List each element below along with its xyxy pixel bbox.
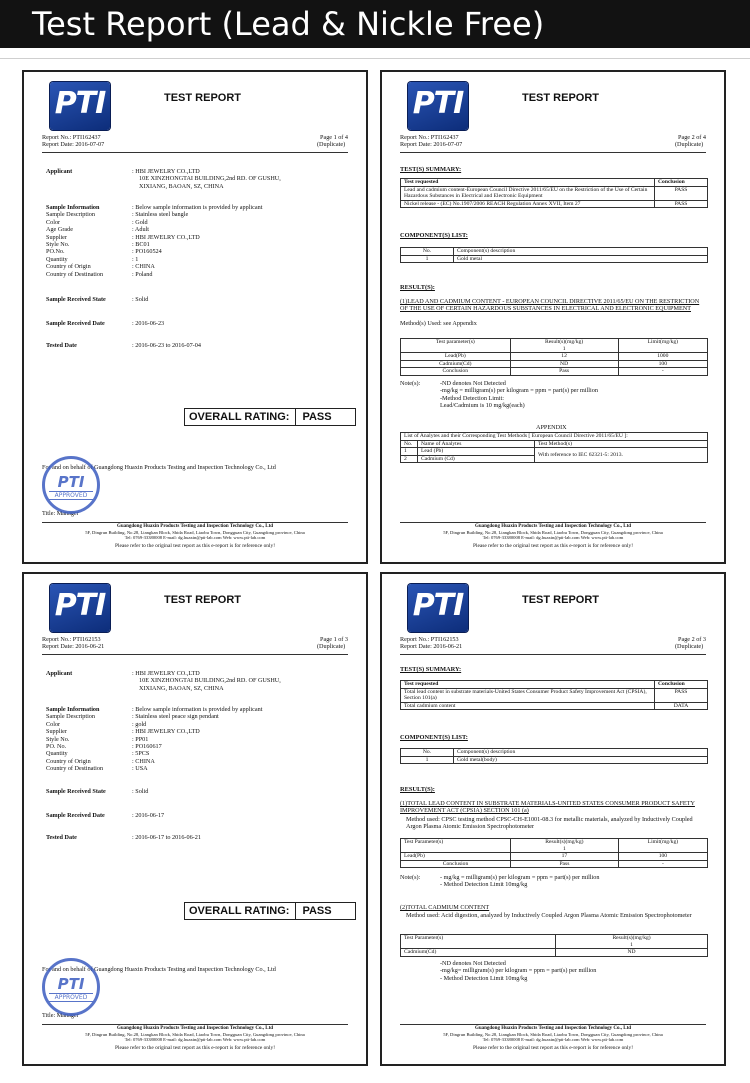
appendix-title: APPENDIX xyxy=(536,424,567,431)
pti-logo: PTI xyxy=(408,82,468,130)
received-date-label: Sample Received Date xyxy=(46,812,105,819)
signoff-text: For and on behalf of Guangdong Huaxin Products Testing and Inspection Technology Co., Ltd xyxy=(42,464,276,471)
page-number: Page 2 of 4 xyxy=(678,134,707,141)
footer: Guangdong Huaxin Products Testing and Inspection Technology Co., Ltd 5F, Dingrun Building, No.28, Liangkan Block, Shida Road, Liaobu Town, Dongguan City, Guangdong province, China Tel: 0769-33380008 E-mail: dg.huaxin@pti-lab.com Web: www.pti-lab.com Please refer to the original test report as this e-report is for reference only! xyxy=(85,524,305,549)
report-number: Report No.: PTI162153 xyxy=(42,636,101,643)
report-title: TEST REPORT xyxy=(164,594,242,606)
footer: Guangdong Huaxin Products Testing and Inspection Technology Co., Ltd 5F, Dingrun Building, No.28, Liangkan Block, Shida Road, Liaobu Town, Dongguan City, Guangdong province, China Tel: 0769-33380008 E-mail: dg.huaxin@pti-lab.com Web: www.pti-lab.com Please refer to the original test report as this e-report is for reference only! xyxy=(85,1026,305,1051)
page-number: Page 1 of 4 xyxy=(320,134,349,141)
notes: -ND denotes Not Detected -mg/kg = milligram(s) per kilogram = ppm = part(s) per million -Method Detection Limit: Lead/Cadmium is 10 mg/kg(each) xyxy=(440,380,598,410)
report-date: Report Date: 2016-07-07 xyxy=(42,141,105,148)
overall-rating: OVERALL RATING: PASS xyxy=(184,902,356,920)
report-page-2 xyxy=(380,70,726,564)
report-page-1 xyxy=(22,70,368,564)
duplicate-label: (Duplicate) xyxy=(675,643,704,650)
footer: Guangdong Huaxin Products Testing and Inspection Technology Co., Ltd 5F, Dingrun Building, No.28, Liangkan Block, Shida Road, Liaobu Town, Dongguan City, Guangdong province, China Tel: 0769-33380008 E-mail: dg.huaxin@pti-lab.com Web: www.pti-lab.com Please refer to the original test report as this e-report is for reference only! xyxy=(443,1026,663,1051)
approved-stamp: PTI APPROVED xyxy=(42,456,100,514)
divider xyxy=(0,58,750,59)
signatory-title: Title: Manager xyxy=(42,1012,79,1019)
received-state-value: : Solid xyxy=(132,788,149,795)
cadmium-method: Method used: Acid digestion, analyzed by Inductively Coupled Argon Plasma Atomic Emission Spectrophotometer xyxy=(406,912,692,919)
tested-date-label: Tested Date xyxy=(46,342,77,349)
overall-rating: OVERALL RATING: PASS xyxy=(184,408,356,426)
report-number: Report No.: PTI162437 xyxy=(42,134,101,141)
banner-title: Test Report (Lead & Nickle Free) xyxy=(32,5,545,43)
notes: - mg/kg = milligram(s) per kilogram = ppm = part(s) per million - Method Detection Limit 10mg/kg xyxy=(440,874,600,889)
signatory-title: Title: Manager xyxy=(42,510,79,517)
pti-logo: PTI xyxy=(408,584,468,632)
report-page-3 xyxy=(22,572,368,1066)
result-method: Method(s) Used: see Appendix xyxy=(400,320,477,327)
received-date-value: : 2016-06-23 xyxy=(132,320,165,327)
report-date: Report Date: 2016-07-07 xyxy=(400,141,463,148)
appendix-table: List of Analytes and their Corresponding Test Methods [ European Council Directive 2011/65/EU ]: No. Name of Analytes Test Method(s) 1 Lead (Pb) With reference to IEC 62321-5: 2013. 2 Cadmium (Cd) xyxy=(400,432,708,463)
component-table: No. Component(s) description 1 Gold metal(body) xyxy=(400,748,708,764)
footer: Guangdong Huaxin Products Testing and Inspection Technology Co., Ltd 5F, Dingrun Building, No.28, Liangkan Block, Shida Road, Liaobu Town, Dongguan City, Guangdong province, China Tel: 0769-33380008 E-mail: dg.huaxin@pti-lab.com Web: www.pti-lab.com Please refer to the original test report as this e-report is for reference only! xyxy=(443,524,663,549)
component-title: COMPONENT(S) LIST: xyxy=(400,232,468,239)
notes-label: Note(s): xyxy=(400,874,421,881)
summary-table: Test requested Conclusion Lead and cadmium content-European Council Directive 2011/65/EU on the Restriction of the Use of Certain Hazardous Substances in Electrical and Electronic Equipment PASS Nickel release - (EC) No.1907/2006 REACH Regulation Annex XVII, Item 27 PASS xyxy=(400,178,708,208)
result-method: Method used: CPSC testing method CPSC-CH-E1001-08.3 for metallic materials, analyzed by Inductively Coupled Argon Plasma Atomic Emission Spectrophotometer xyxy=(406,816,693,831)
received-state-label: Sample Received State xyxy=(46,296,106,303)
approved-stamp: PTI APPROVED xyxy=(42,958,100,1016)
component-title: COMPONENT(S) LIST: xyxy=(400,734,468,741)
report-title: TEST REPORT xyxy=(522,594,600,606)
cadmium-notes: -ND denotes Not Detected -mg/kg= milligram(s) per kilogram = ppm = part(s) per million - Method Detection Limit 10mg/kg xyxy=(440,960,597,982)
banner xyxy=(0,0,750,48)
report-number: Report No.: PTI162437 xyxy=(400,134,459,141)
applicant-value: : HBI JEWELRY CO.,LTD 10E XINZHONGTAI BUILDING,2nd RD. OF GUSHU, XIXIANG, BAOAN, SZ, CHINA xyxy=(132,168,281,190)
results-table: Test Parameter(s) Result(s)(mg/kg) 1 Limit(mg/kg) Lead(Pb) 17 100 Conclusion Pass - xyxy=(400,838,708,868)
received-date-label: Sample Received Date xyxy=(46,320,105,327)
report-page-4 xyxy=(380,572,726,1066)
sample-info-values: : Below sample information is provided by applicant : Stainless steel bangle : Gold : Adult : HBI JEWELRY CO.,LTD : BC01 : PO160524 : 1 : CHINA : Poland xyxy=(132,204,263,278)
cadmium-table: Test Parameter(s) Result(s)(mg/kg) 1 Cadmium(Cd) ND xyxy=(400,934,708,957)
report-date: Report Date: 2016-06-21 xyxy=(400,643,463,650)
result-heading: (1)LEAD AND CADMIUM CONTENT - EUROPEAN COUNCIL DIRECTIVE 2011/65/EU ON THE RESTRICTION OF THE USE OF CERTAIN HAZARDOUS SUBSTANCES IN ELECTRICAL AND ELECTRONIC EQUIPMENT xyxy=(400,298,700,313)
results-title: RESULT(S): xyxy=(400,786,435,793)
tested-date-value: : 2016-06-23 to 2016-07-04 xyxy=(132,342,201,349)
sample-info-labels: Sample Information Sample Description Color Supplier Style No. PO. No. Quantity Country of Origin Country of Destination xyxy=(46,706,104,773)
sample-info-values: : Below sample information is provided by applicant : Stainless steel peace sign pendant : gold : HBI JEWELRY CO.,LTD : PP01 : PO160617 : 5PCS : CHINA : USA xyxy=(132,706,263,773)
pti-logo: PTI xyxy=(50,82,110,130)
report-title: TEST REPORT xyxy=(522,92,600,104)
duplicate-label: (Duplicate) xyxy=(317,141,346,148)
received-state-label: Sample Received State xyxy=(46,788,106,795)
sample-info-labels: Sample Information Sample Description Color Age Grade Supplier Style No. PO.No. Quantity Country of Origin Country of Destination xyxy=(46,204,104,278)
applicant-value: : HBI JEWELRY CO.,LTD 10E XINZHONGTAI BUILDING,2nd RD. OF GUSHU, XIXIANG, BAOAN, SZ, CHINA xyxy=(132,670,281,692)
report-date: Report Date: 2016-06-21 xyxy=(42,643,105,650)
applicant-label: Applicant xyxy=(46,168,73,175)
received-state-value: : Solid xyxy=(132,296,149,303)
summary-title: TEST(S) SUMMARY: xyxy=(400,666,462,673)
report-title: TEST REPORT xyxy=(164,92,242,104)
report-number: Report No.: PTI162153 xyxy=(400,636,459,643)
page-number: Page 2 of 3 xyxy=(678,636,707,643)
summary-title: TEST(S) SUMMARY: xyxy=(400,166,462,173)
signoff-text: For and on behalf of Guangdong Huaxin Products Testing and Inspection Technology Co., Ltd xyxy=(42,966,276,973)
applicant-label: Applicant xyxy=(46,670,73,677)
result-heading: (1)TOTAL LEAD CONTENT IN SUBSTRATE MATERIALS-UNITED STATES CONSUMER PRODUCT SAFETY IMPROVEMENT ACT (CPSIA) SECTION 101 (a) xyxy=(400,800,695,815)
notes-label: Note(s): xyxy=(400,380,421,387)
tested-date-label: Tested Date xyxy=(46,834,77,841)
summary-table: Test requested Conclusion Total lead content in substrate materials-United States Consumer Product Safety Improvement Act (CPSIA), Section 101(a) PASS Total cadmium content DATA xyxy=(400,680,708,710)
pti-logo: PTI xyxy=(50,584,110,632)
received-date-value: : 2016-06-17 xyxy=(132,812,165,819)
tested-date-value: : 2016-06-17 to 2016-06-21 xyxy=(132,834,201,841)
duplicate-label: (Duplicate) xyxy=(317,643,346,650)
cadmium-heading: (2)TOTAL CADMIUM CONTENT xyxy=(400,904,490,911)
results-table: Test parameter(s) Result(s)(mg/kg) 1 Limit(mg/kg) Lead(Pb) 12 1000 Cadmium(Cd) ND 100 Conclusion Pass - xyxy=(400,338,708,376)
duplicate-label: (Duplicate) xyxy=(675,141,704,148)
component-table: No. Component(s) description 1 Gold metal xyxy=(400,247,708,263)
page-number: Page 1 of 3 xyxy=(320,636,349,643)
results-title: RESULT(S): xyxy=(400,284,435,291)
